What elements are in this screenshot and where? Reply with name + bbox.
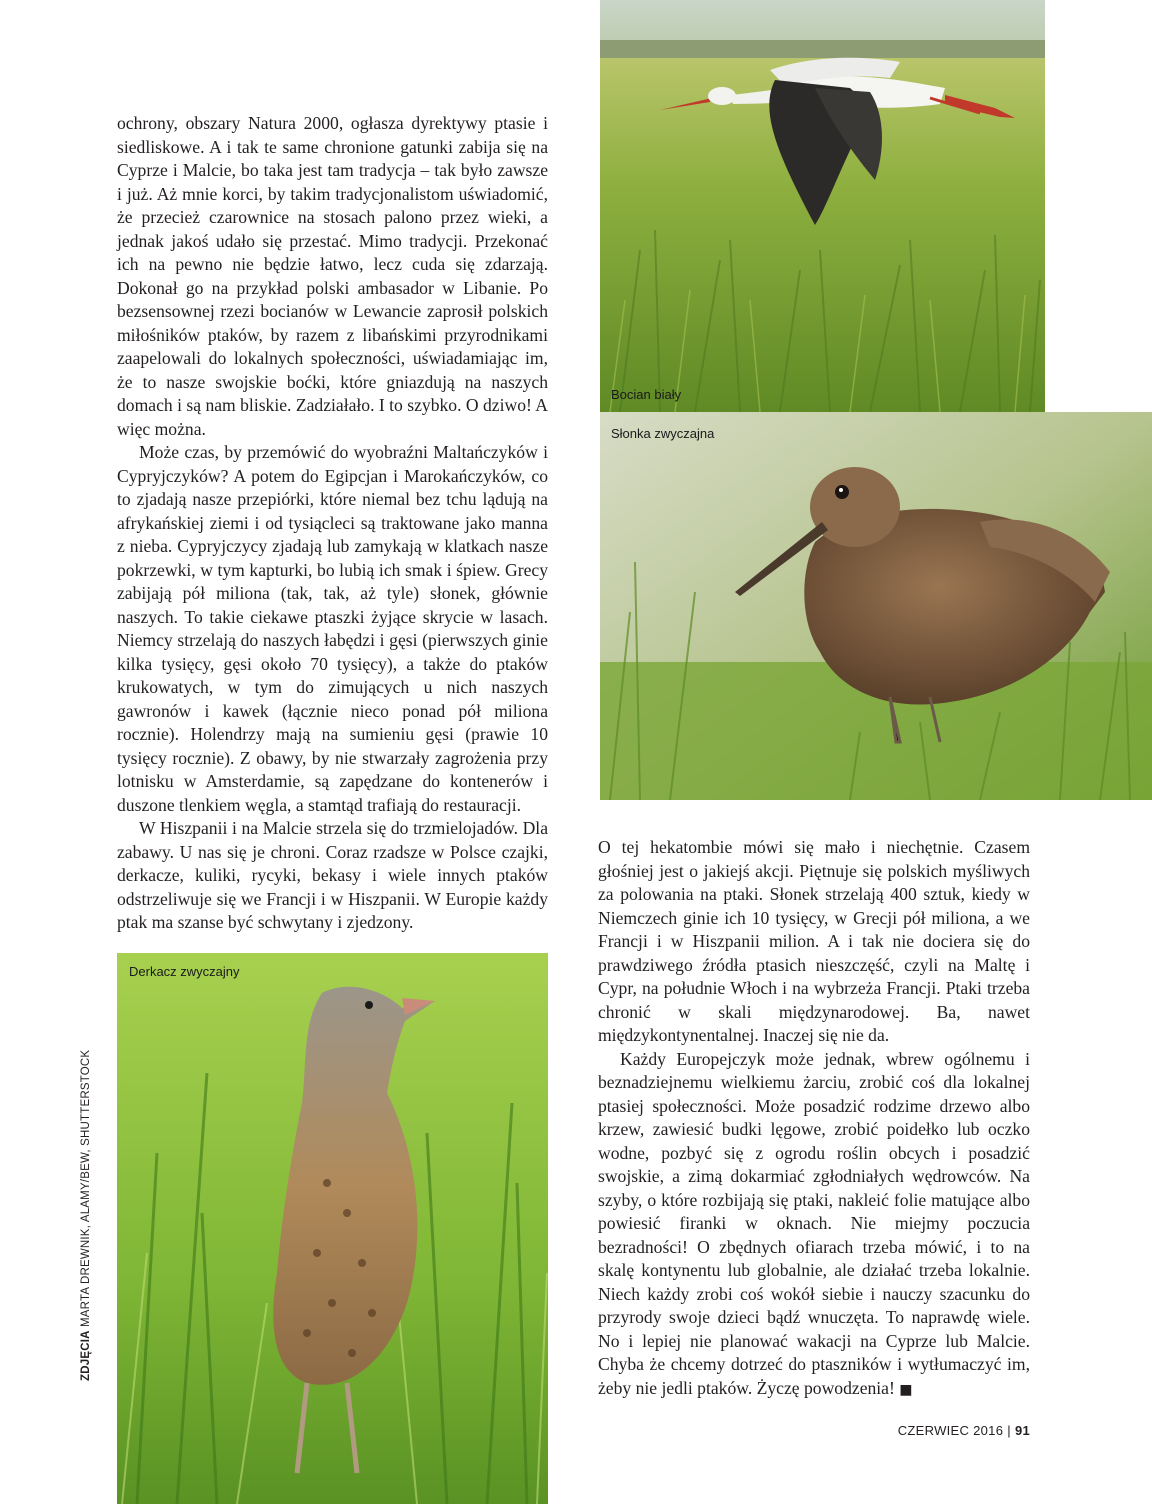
- article-paragraph: O tej hekatombie mówi się mało i niechętnie. Czasem głośniej jest o jakiejś akcji. Piętnuje się polskich myśliwych za polowania na ptaki. Słonek strzelają 400 sztuk, kiedy w Niemczech ginie ich 10 tysięcy, w Grecji pół miliona, a we Francji i w Hiszpanii milion. A i tak nie dociera się do prawdziwego źródła ptasich nieszczęść, czyli na Maltę i Cypr, na południe Włoch i na wybrzeża Francji. Ptaki trzeba chronić w skali międzynarodowej. Ba, nawet międzykontynentalnej. Inaczej się nie da.: [598, 837, 1030, 1045]
- photo-corncrake: [117, 953, 548, 1504]
- photo-credit: [80, 1050, 92, 1381]
- issue-date: CZERWIEC 2016: [897, 1423, 1004, 1438]
- caption-woodcock: Słonka zwyczajna: [611, 426, 715, 441]
- end-mark: ■: [899, 1381, 913, 1398]
- article-paragraph: W Hiszpanii i na Malcie strzela się do trzmielojadów. Dla zabawy. U nas się je chroni. Coraz rzadsze w Polsce czajki, derkacze, kuliki, rycyki, bekasy i wiele innych ptaków odstrzeliwuje się we Francji i w Hiszpanii. W Europie każdy ptak ma szanse być schwytany i zjedzony.: [117, 818, 548, 932]
- article-paragraph: Może czas, by przemówić do wyobraźni Maltańczyków i Cypryjczyków? A potem do Egipcjan i Marokańczyków, co to zjadają nasze przepiórki, które niemal bez tchu lądują na afrykańskiej ziemi i od tysiącleci są traktowane jako manna z nieba. Cypryjczycy zjadają lub zamykają w klatkach nasze pokrzewki, w tym kapturki, bo lubią ich smak i śpiew. Grecy zabijają pół miliona (tak, tak, aż tyle) słonek, głównie naszych. To takie ciekawe ptaszki żyjące skrycie w lasach. Niemcy strzelają do naszych łabędzi i gęsi (pierwszych ginie kilka tysięcy, gęsi około 70 tysięcy), a także do ptaków krukowatych, w tym do zimujących u nich naszych gawronów i kawek (łącznie nieco ponad pół miliona rocznie). Holendrzy mają na sumieniu gęsi (prawie 10 tysięcy rocznie). Z obawy, by nie stwarzały zagrożenia przy lotnisku w Amsterdamie, są zapędzane do kontenerów i duszone tlenkiem węgla, a stamtąd trafiają do restauracji.: [117, 442, 548, 815]
- page-folio: [898, 1423, 1030, 1438]
- article-paragraph-text: Każdy Europejczyk może jednak, wbrew ogólnemu i beznadziejnemu wielkiemu żarciu, zrobić coś dla lokalnej ptasiej społeczności. Może posadzić rodzime drzewo albo krzew, zawiesić budki lęgowe, zrobić poidełko lub oczko wodne, pozbyć się z ogrodu roślin obcych i posadzić swojskie, a zimą dokarmiać zgłodniałych wędrowców. Na szyby, o które rozbijają się ptaki, nakleić folie matujące albo powiesić firanki w oknach. Nie miejmy poczucia bezradności! O zbędnych ofiarach trzeba mówić, i to na skalę kontynentu lub globalnie, ale działać trzeba lokalnie. Niech każdy zrobi coś wokół siebie i nauczy szacunku do przyrody swoje dzieci bądź wnuczęta. To naprawdę wiele. No i lepiej nie planować wakacji na Cyprze lub Malcie. Chyba że chcemy dotrzeć do ptaszników i wytłumaczyć im, żeby nie jedli ptaków. Życzę powodzenia!: [598, 1048, 1030, 1398]
- article-paragraph: ochrony, obszary Natura 2000, ogłasza dyrektywy ptasie i siedliskowe. A i tak te same chronione gatunki zabija się na Cyprze i Malcie, bo taka jest tam tradycja – tak było zawsze i już. Aż mnie korci, by takim tradycjonalistom uświadomić, że przecież czarownice na stosach palono przez wieki, a jednak jakoś udało się przestać. Mimo tradycji. Przekonać ich na pewno nie będzie łatwo, lecz cuda się zdarzają. Dokonał go na przykład polski ambasador w Libanie. Po bezsensownej rzezi bocianów w Lewancie zaprosił polskich miłośników ptaków, by razem z libańskimi przyrodnikami zaapelowali do lokalnych społeczności, uświadamiając im, że to nasze swojskie boćki, które gniazdują na naszych domach i są nam bliskie. Zadziałało. I to szybko. O dziwo! A więc można.: [117, 113, 548, 439]
- page-number: 91: [1014, 1423, 1030, 1438]
- article-column-left: [117, 112, 548, 935]
- folio-separator: |: [1007, 1423, 1011, 1438]
- caption-stork: Bocian biały: [611, 387, 682, 402]
- photo-woodcock: [600, 412, 1152, 800]
- photo-credit-label: ZDJĘCIA: [80, 1330, 92, 1381]
- caption-corncrake: Derkacz zwyczajny: [129, 964, 240, 979]
- photo-white-stork: [600, 0, 1045, 412]
- photo-credit-names: MARTA DREWNIK, ALAMY/BEW, SHUTTERSTOCK: [80, 1049, 92, 1327]
- article-paragraph: [598, 1048, 1030, 1403]
- article-column-right: [598, 836, 1030, 1402]
